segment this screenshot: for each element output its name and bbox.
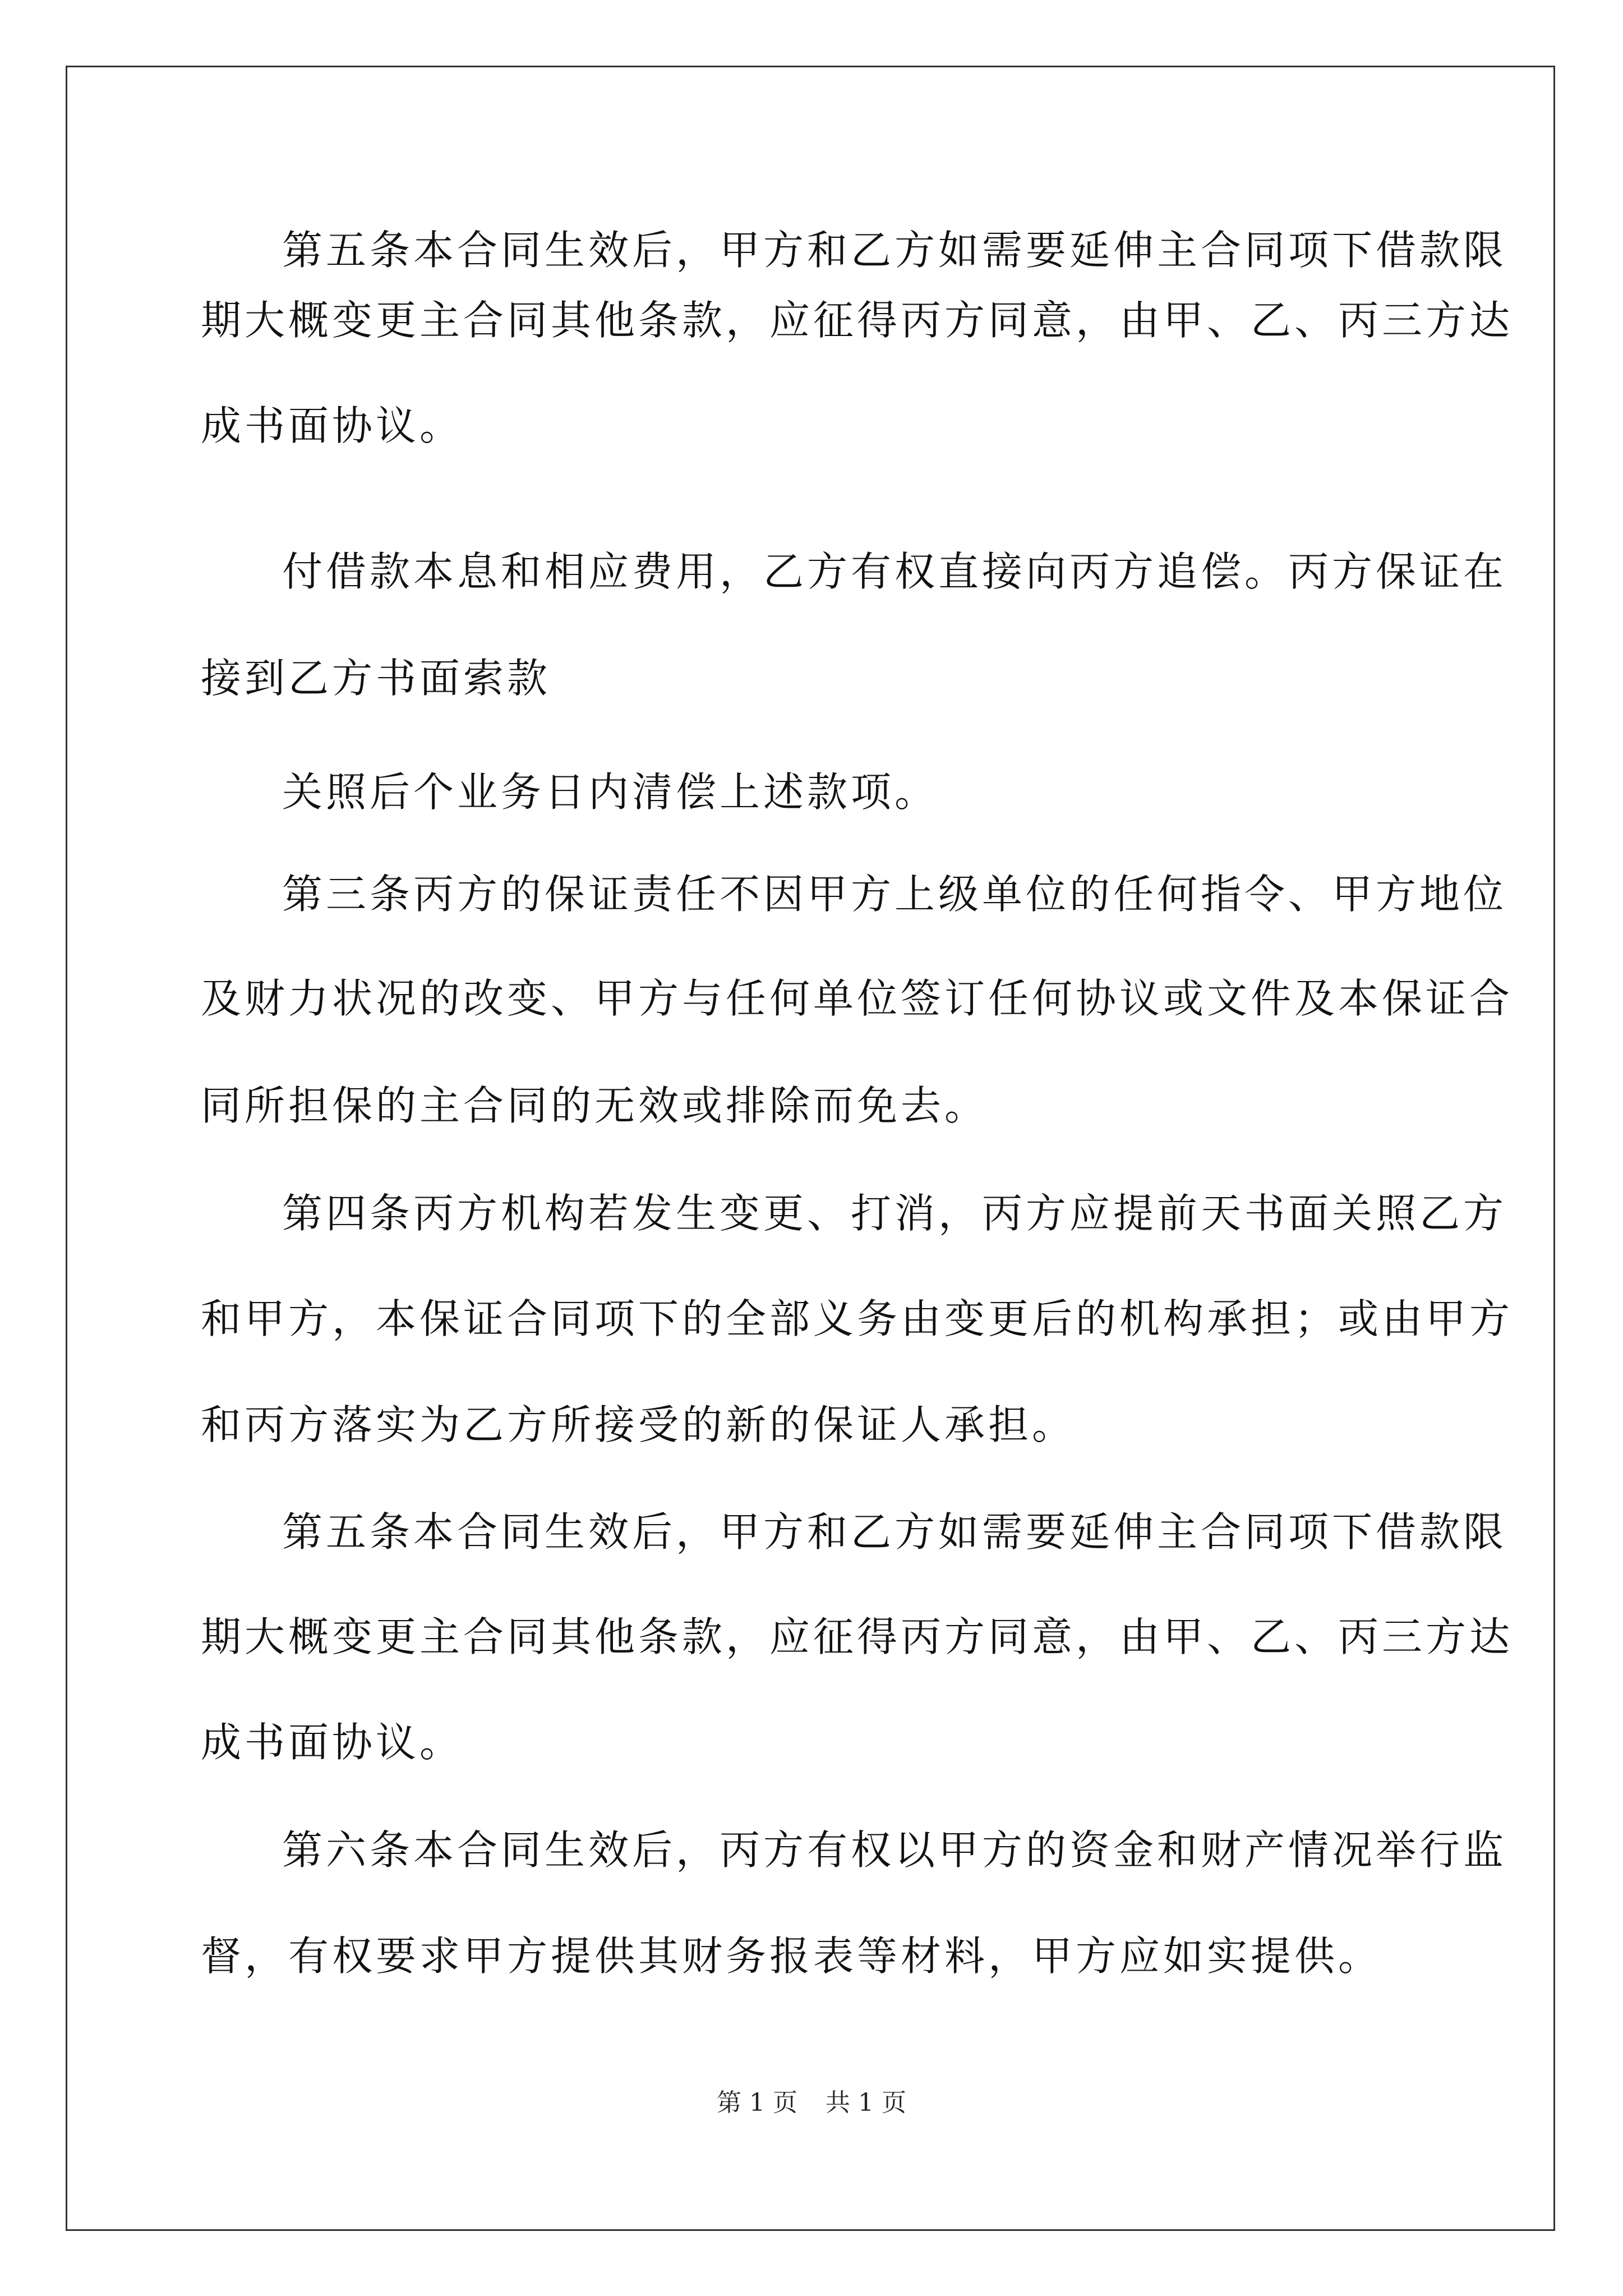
text-line: 同所担保的主合同的无效或排除而免去。 xyxy=(201,1082,989,1129)
text-line: 期大概变更主合同其他条款，应征得丙方同意，由甲、乙、丙三方达 xyxy=(201,1613,1514,1660)
text-line: 付借款本息和相应费用，乙方有权直接向丙方追偿。丙方保证在 xyxy=(282,548,1507,595)
page-footer xyxy=(0,2088,1623,2117)
text-line: 第三条丙方的保证责任不因甲方上级单位的任何指令、甲方地位 xyxy=(282,871,1507,918)
text-line: 关照后个业务日内清偿上述款项。 xyxy=(282,769,939,816)
page-total: 共 1 页 xyxy=(826,2088,906,2117)
text-line: 成书面协议。 xyxy=(201,402,464,449)
text-line: 第四条丙方机构若发生变更、打消，丙方应提前天书面关照乙方 xyxy=(282,1190,1507,1237)
text-line: 第五条本合同生效后，甲方和乙方如需要延伸主合同项下借款限 xyxy=(282,1508,1507,1556)
text-line: 及财力状况的改变、甲方与任何单位签订任何协议或文件及本保证合 xyxy=(201,975,1514,1022)
text-line: 接到乙方书面索款 xyxy=(201,655,551,702)
text-line: 期大概变更主合同其他条款，应征得丙方同意，由甲、乙、丙三方达 xyxy=(201,297,1514,344)
text-line: 成书面协议。 xyxy=(201,1719,464,1766)
page-number: 第 1 页 xyxy=(717,2088,797,2117)
text-line: 第五条本合同生效后，甲方和乙方如需要延伸主合同项下借款限 xyxy=(282,227,1507,274)
page-border xyxy=(66,66,1555,2231)
text-line: 和甲方，本保证合同项下的全部义务由变更后的机构承担；或由甲方 xyxy=(201,1295,1514,1342)
text-line: 督，有权要求甲方提供其财务报表等材料，甲方应如实提供。 xyxy=(201,1932,1382,1980)
text-line: 和丙方落实为乙方所接受的新的保证人承担。 xyxy=(201,1401,1076,1448)
text-line: 第六条本合同生效后，丙方有权以甲方的资金和财产情况举行监 xyxy=(282,1826,1507,1874)
